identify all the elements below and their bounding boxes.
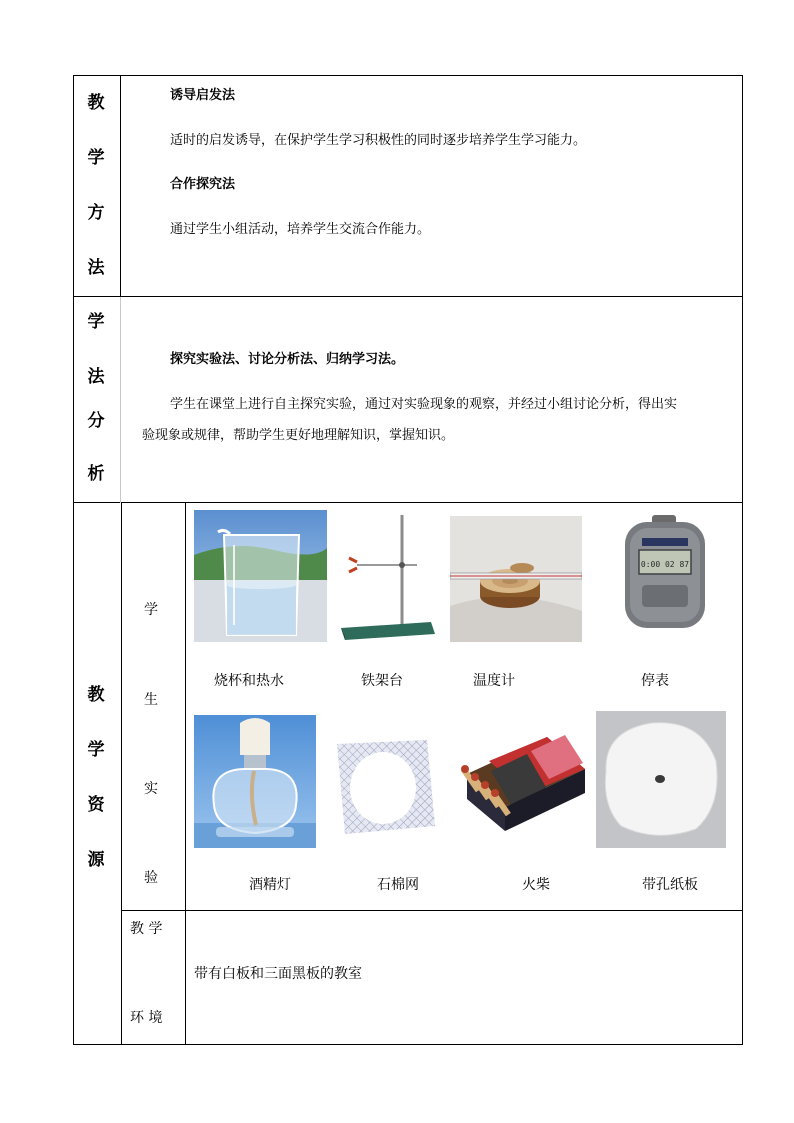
perforated-board-image xyxy=(596,711,726,848)
learning-method-desc-line-1: 学生在课堂上进行自主探究实验，通过对实验现象的观察，并经过小组讨论分析，得出实 xyxy=(170,397,678,412)
env-header-line-2: 环 境 xyxy=(130,1010,163,1026)
caption-iron-stand: 铁架台 xyxy=(361,673,403,689)
env-desc: 带有白板和三面黑板的教室 xyxy=(194,966,362,982)
col-divider-1-gray xyxy=(120,297,121,503)
resources-header-char-2: 学 xyxy=(87,740,105,760)
caption-matches: 火柴 xyxy=(522,877,550,893)
experiment-header-char-4: 验 xyxy=(144,870,158,886)
resources-header-char-3: 资 xyxy=(87,795,105,815)
experiment-header-char-2: 生 xyxy=(144,692,158,708)
thermometer-image xyxy=(450,516,582,642)
method-2-title: 合作探究法 xyxy=(170,177,236,192)
col-divider-2 xyxy=(185,502,186,1045)
experiment-header-char-1: 学 xyxy=(144,602,158,618)
caption-alcohol-lamp: 酒精灯 xyxy=(249,877,291,893)
caption-thermometer: 温度计 xyxy=(473,673,515,689)
row-divider-3 xyxy=(121,910,743,911)
alcohol-lamp-image xyxy=(194,715,316,848)
caption-perforated-board: 带孔纸板 xyxy=(642,877,698,893)
stopwatch-display: 0:00 02 87 xyxy=(640,560,690,569)
resources-header-char-1: 教 xyxy=(87,685,105,705)
row-divider-1 xyxy=(73,296,743,297)
env-header-line-1: 教 学 xyxy=(130,921,163,937)
learning-method-header-char-3: 分 xyxy=(87,411,105,431)
resources-header-char-4: 源 xyxy=(87,850,105,870)
learning-method-header-char-2: 法 xyxy=(87,367,105,387)
teaching-method-header-char-4: 法 xyxy=(87,258,105,278)
table-left-border xyxy=(73,75,74,1045)
teaching-method-header-char-2: 学 xyxy=(87,148,105,168)
learning-method-desc-line-2: 验现象或规律，帮助学生更好地理解知识，掌握知识。 xyxy=(142,428,455,443)
learning-method-header-char-4: 析 xyxy=(87,464,105,484)
experiment-header-char-3: 实 xyxy=(144,781,158,797)
teaching-method-header-char-3: 方 xyxy=(87,203,105,223)
col-divider-1 xyxy=(120,75,121,297)
table-top-border xyxy=(73,75,743,76)
table-bottom-border xyxy=(73,1044,743,1045)
table-right-border xyxy=(742,75,743,1045)
matches-image xyxy=(457,719,590,845)
caption-beaker: 烧杯和热水 xyxy=(214,673,284,689)
stopwatch-image xyxy=(597,510,732,642)
iron-stand-image xyxy=(335,510,439,642)
method-2-desc: 通过学生小组活动，培养学生交流合作能力。 xyxy=(170,222,431,237)
learning-method-title: 探究实验法、讨论分析法、归纳学习法。 xyxy=(170,352,405,367)
asbestos-gauze-image xyxy=(323,716,444,848)
method-1-desc: 适时的启发诱导，在保护学生学习积极性的同时逐步培养学生学习能力。 xyxy=(170,133,587,148)
method-1-title: 诱导启发法 xyxy=(170,88,236,103)
caption-asbestos-gauze: 石棉网 xyxy=(377,877,419,893)
learning-method-header-char-1: 学 xyxy=(87,312,105,332)
caption-stopwatch: 停表 xyxy=(641,673,669,689)
row-divider-2 xyxy=(73,502,743,503)
col-divider-1-bottom xyxy=(121,502,122,1045)
teaching-method-header-char-1: 教 xyxy=(87,93,105,113)
beaker-image xyxy=(194,510,327,642)
